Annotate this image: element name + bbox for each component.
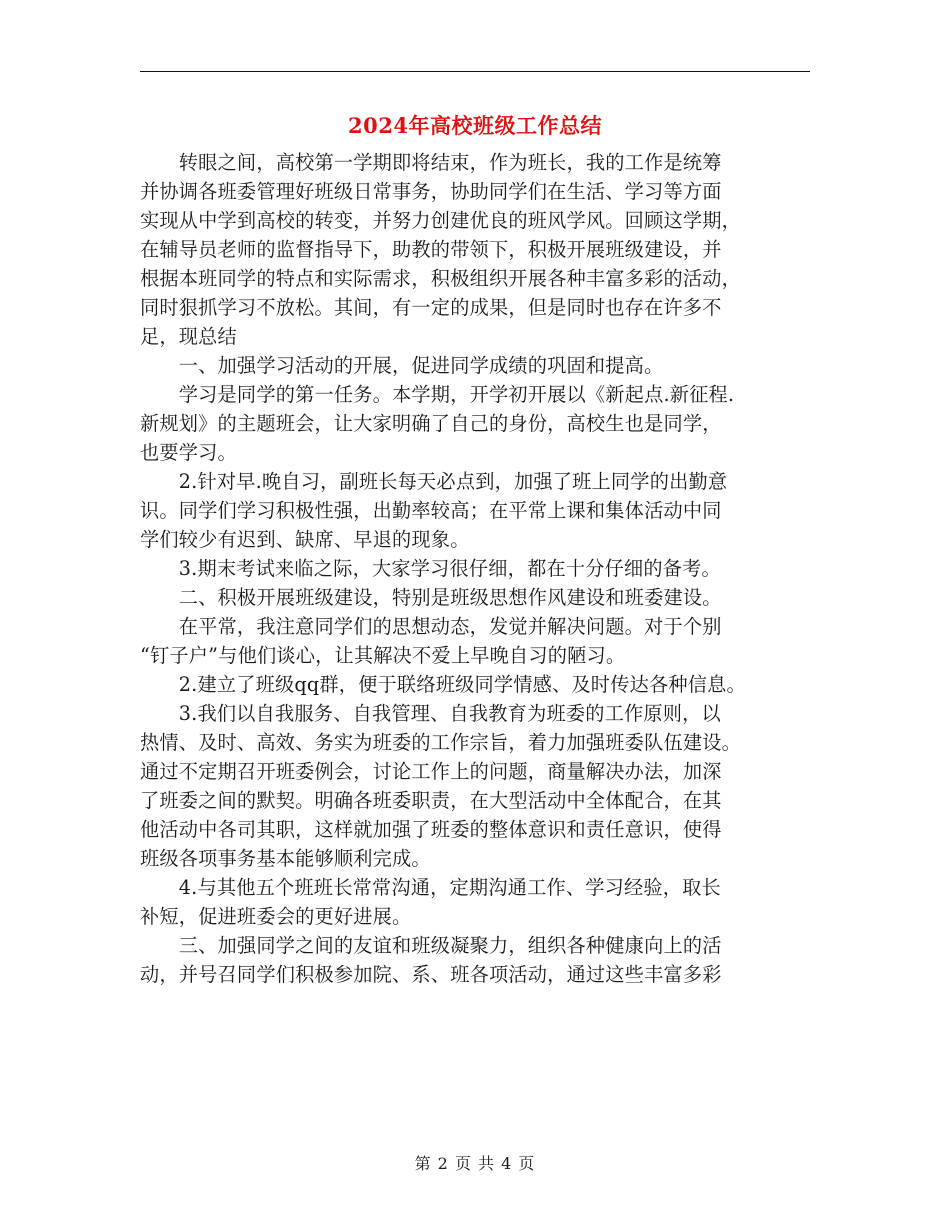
text-line: 二、积极开展班级建设，特别是班级思想作风建设和班委建设。	[140, 586, 722, 609]
text-line: 一、加强学习活动的开展，促进同学成绩的巩固和提高。	[140, 354, 664, 377]
header-rule	[140, 71, 810, 72]
text-line: 三、加强同学之间的友谊和班级凝聚力，组织各种健康向上的活	[140, 934, 722, 957]
text-line: 在辅导员老师的监督指导下，助教的带领下，积极开展班级建设，并	[140, 238, 722, 261]
text-line: 他活动中各司其职，这样就加强了班委的整体意识和责任意识，使得	[140, 818, 722, 841]
text-line: “钉子户”与他们谈心，让其解决不爱上早晚自习的陋习。	[140, 644, 626, 667]
text-line: 热情、及时、高效、务实为班委的工作宗旨，着力加强班委队伍建设。	[140, 731, 742, 754]
text-line: 学们较少有迟到、缺席、早退的现象。	[140, 528, 470, 551]
text-line: 4.与其他五个班班长常常沟通，定期沟通工作、学习经验，取长	[140, 876, 721, 899]
text-line: 动，并号召同学们积极参加院、系、班各项活动，通过这些丰富多彩	[140, 963, 722, 986]
document-title: 2024年高校班级工作总结	[348, 113, 602, 138]
document-body	[140, 148, 812, 989]
text-line: 也要学习。	[140, 441, 237, 464]
text-line: 足，现总结	[140, 325, 237, 348]
text-line: 班级各项事务基本能够顺利完成。	[140, 847, 431, 870]
text-line: 3.期末考试来临之际，大家学习很仔细，都在十分仔细的备考。	[140, 557, 721, 580]
text-line: 转眼之间，高校第一学期即将结束，作为班长，我的工作是统筹	[140, 151, 722, 174]
text-line: 在平常，我注意同学们的思想动态，发觉并解决问题。对于个别	[140, 615, 722, 638]
text-line: 根据本班同学的特点和实际需求，积极组织开展各种丰富多彩的活动，	[140, 267, 742, 290]
text-line: 了班委之间的默契。明确各班委职责，在大型活动中全体配合，在其	[140, 789, 722, 812]
text-line: 补短，促进班委会的更好进展。	[140, 905, 412, 928]
text-line: 实现从中学到高校的转变，并努力创建优良的班风学风。回顾这学期，	[140, 209, 742, 232]
text-line: 2.针对早.晚自习，副班长每天必点到，加强了班上同学的出勤意	[140, 470, 728, 493]
page-footer: 第 2 页 共 4 页	[414, 1154, 536, 1173]
text-line: 3.我们以自我服务、自我管理、自我教育为班委的工作原则，以	[140, 702, 721, 725]
text-line: 学习是同学的第一任务。本学期，开学初开展以《新起点.新征程.	[140, 383, 735, 406]
text-line: 并协调各班委管理好班级日常事务，协助同学们在生活、学习等方面	[140, 180, 722, 203]
text-line: 2.建立了班级qq群，便于联络班级同学情感、及时传达各种信息。	[140, 673, 746, 696]
text-line: 通过不定期召开班委例会，讨论工作上的问题，商量解决办法，加深	[140, 760, 722, 783]
text-line: 识。同学们学习积极性强，出勤率较高；在平常上课和集体活动中同	[140, 499, 722, 522]
text-line: 同时狠抓学习不放松。其间，有一定的成果，但是同时也存在许多不	[140, 296, 722, 319]
text-line: 新规划》的主题班会，让大家明确了自己的身份，高校生也是同学，	[140, 412, 722, 435]
